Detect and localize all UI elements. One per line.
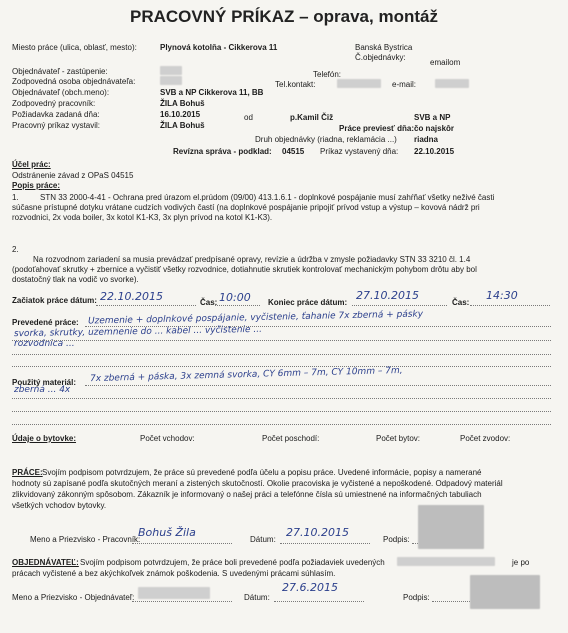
miesto-value: Plynová kotolňa - Cikkerova 11 [160, 43, 278, 52]
zvodov-label: Počet zvodov: [460, 434, 511, 443]
zaciatok-label: Začiatok práce dátum: [12, 296, 97, 305]
underline [215, 305, 260, 306]
item1-line: súčasne prístupné dotyku vrátane cudzích vodivých častí (na doplnkové pospájanie pripojiť prívod vstup a výstup – kovová nádrž pri [12, 203, 480, 212]
koniec-label: Koniec práce dátum: [268, 298, 348, 307]
document-title: PRACOVNÝ PRÍKAZ – oprava, montáž [130, 7, 438, 26]
material-label: Použitý materiál: [12, 378, 77, 387]
od-label: od [244, 113, 253, 122]
bytov-label: Počet bytov: [376, 434, 421, 443]
objednavatel-label: OBJEDNÁVATEĽ: [12, 558, 79, 567]
redacted-field [397, 557, 495, 566]
prevedene-label: Prevedené práce: [12, 318, 79, 327]
objednavatel-text: prácach vyčistené a bez akýchkoľvek známok poškodenia. S uvedenými prácami súhlasím. [12, 569, 336, 578]
redacted-stamp-signature [418, 505, 484, 549]
druh-label: Druh objednávky (riadna, reklamácia ...) [255, 135, 397, 144]
koniec-time-handwritten: 14:30 [486, 289, 518, 302]
underline [352, 305, 447, 306]
prevedene-handwritten: rozvodnica ... [14, 339, 75, 349]
item2-line: (podoťahovať skrutky + zbernice a vyčistiť všetky rozvodnice, dotiahnutie skrutiek kontrolovať mechanickým pohybom drôtu aby bol [12, 265, 477, 274]
underline [12, 424, 551, 425]
underline [12, 354, 551, 355]
redacted-phone [337, 79, 381, 88]
pracovnik-datum-label: Dátum: [250, 535, 276, 544]
vystaveny-value: 22.10.2015 [414, 147, 455, 156]
vystaveny-label: Príkaz vystavený dňa: [320, 147, 399, 156]
prace-text: zlikvidovaný zákonným spôsobom. Zákazník je informovaný o našej práci a telefónne čísla sú umiestnené na informačných tabuliach [12, 490, 482, 499]
underline [132, 601, 232, 602]
ucel-label: Účel prác: [12, 160, 51, 169]
prace-label: PRÁCE: [12, 468, 43, 477]
prevedene-handwritten: svorka, skrutky, uzemnenie do ... kabel ... vyčistenie ... [13, 324, 263, 340]
pracovnik-meno-label: Meno a Priezvisko - Pracovník: [30, 535, 141, 544]
vystavil-label: Pracovný príkaz vystavil: [12, 121, 101, 130]
underline [470, 305, 550, 306]
objednavatel-text: je po [512, 558, 530, 567]
pracovnik-datum-handwritten: 27.10.2015 [286, 526, 349, 539]
city-value: Banská Bystrica [355, 43, 413, 52]
objednavatel-datum-label: Dátum: [244, 593, 270, 602]
underline [96, 305, 196, 306]
objednavatel-zast-label: Objednávateľ - zastúpenie: [12, 67, 108, 76]
material-handwritten: 7x zberná + páska, 3x zemná svorka, CY 6mm – 7m, CY 10mm – 7m, [89, 365, 403, 385]
pracovnik-meno-handwritten: Bohuš Žila [138, 526, 196, 539]
zaciatok-time-handwritten: 10:00 [219, 291, 251, 304]
revizna-label: Revízna správa - podklad: [173, 147, 272, 156]
redacted-email [435, 79, 469, 88]
druh-value: riadna [414, 135, 439, 144]
poschodi-label: Počet poschodí: [262, 434, 320, 443]
redacted-signature [470, 575, 540, 609]
underline [12, 366, 551, 367]
underline [85, 385, 551, 386]
objednavatel-obch-value: SVB a NP Cikkerova 11, BB [160, 88, 264, 97]
item1-number: 1. [12, 193, 19, 202]
redacted-field [160, 66, 182, 75]
cislo-label: Č.objednávky: [355, 53, 406, 62]
zodp-osoba-label: Zodpovedná osoba objednávateľa: [12, 77, 136, 86]
poziadavka-label: Požiadavka zadaná dňa: [12, 110, 100, 119]
prace-text: všetkých vchodov bytovky. [12, 501, 107, 510]
telefon-label: Telefón: [313, 70, 342, 79]
previest-value: čo najskôr [414, 124, 455, 133]
redacted-name [138, 587, 210, 599]
vchodov-label: Počet vchodov: [140, 434, 195, 443]
underline [280, 543, 370, 544]
item2-line: Na rozvodnom zariadení sa musia prevádzať predpísané opravy, revízie a údržba v zmysle požiadavky STN 33 3210 čl. 1.4 [33, 255, 471, 264]
prace-text: Svojím podpisom potvrdzujem, že práce sú prevedené podľa účelu a popisu práce. Uvedené informácie, popisy a namerané [42, 468, 482, 477]
item1-line: STN 33 2000-4-41 - Ochrana pred úrazom el.prúdom (09/00) 413.1.6.1 - doplnkové pospájanie musí zahŕňať všetky neživé časti [40, 193, 495, 202]
underline [12, 411, 551, 412]
popis-label: Popis práce: [12, 181, 61, 190]
objednavatel-text: Svojím podpisom potvrdzujem, že práce boli prevedené podľa požiadaviek uvedených [80, 558, 385, 567]
od-org: SVB a NP [414, 113, 451, 122]
cislo-value: emailom [430, 58, 461, 67]
prace-text: hodnoty sú zapísané podľa skutočných meraní a zistených skutočností. Okolie pracoviska je vyčistené a nepoškodené. Odpadový materiál [12, 479, 503, 488]
item2-line: dostatočný tlak na vodič vo svorke). [12, 275, 139, 284]
pracovnik-podpis-label: Podpis: [383, 535, 410, 544]
item1-line: rozvodnici, 2x voda boiler, 3x kotol K1-K3, 3x plyn prívod na kotol K1-K3). [12, 213, 273, 222]
objednavatel-meno-label: Meno a Priezvisko - Objednávateľ: [12, 593, 135, 602]
cas-label: Čas: [200, 298, 218, 307]
underline [274, 601, 364, 602]
underline [12, 398, 551, 399]
miesto-label: Miesto práce (ulica, oblasť, mesto): [12, 43, 137, 52]
koniec-date-handwritten: 27.10.2015 [356, 289, 419, 302]
revizna-value: 04515 [282, 147, 305, 156]
email-label: e-mail: [392, 80, 417, 89]
zodp-pracovnik-label: Zodpovedný pracovník: [12, 99, 96, 108]
material-handwritten: zberná ... 4x [14, 385, 71, 395]
underline [12, 340, 551, 341]
zaciatok-date-handwritten: 22.10.2015 [100, 290, 163, 303]
previest-label: Práce previesť dňa: [339, 124, 414, 133]
od-value: p.Kamil Čiž [290, 113, 334, 122]
ucel-value: Odstránenie závad z OPaS 04515 [12, 171, 134, 180]
objednavatel-obch-label: Objednávateľ (obch.meno): [12, 88, 110, 97]
objednavatel-datum-handwritten: 27.6.2015 [282, 581, 338, 594]
tel-kontakt-label: Tel.kontakt: [275, 80, 316, 89]
cas2-label: Čas: [452, 298, 470, 307]
underline [132, 543, 232, 544]
objednavatel-podpis-label: Podpis: [403, 593, 430, 602]
poziadavka-value: 16.10.2015 [160, 110, 201, 119]
prevedene-handwritten: Uzemenie + doplnkové pospájanie, vyčistenie, ťahanie 7x zberná + pásky [87, 309, 424, 327]
item2-number: 2. [12, 245, 19, 254]
zodp-pracovnik-value: ŽILA Bohuš [160, 99, 205, 108]
vystavil-value: ŽILA Bohuš [160, 121, 205, 130]
bytovka-label: Údaje o bytovke: [12, 434, 77, 443]
redacted-field [160, 76, 182, 85]
